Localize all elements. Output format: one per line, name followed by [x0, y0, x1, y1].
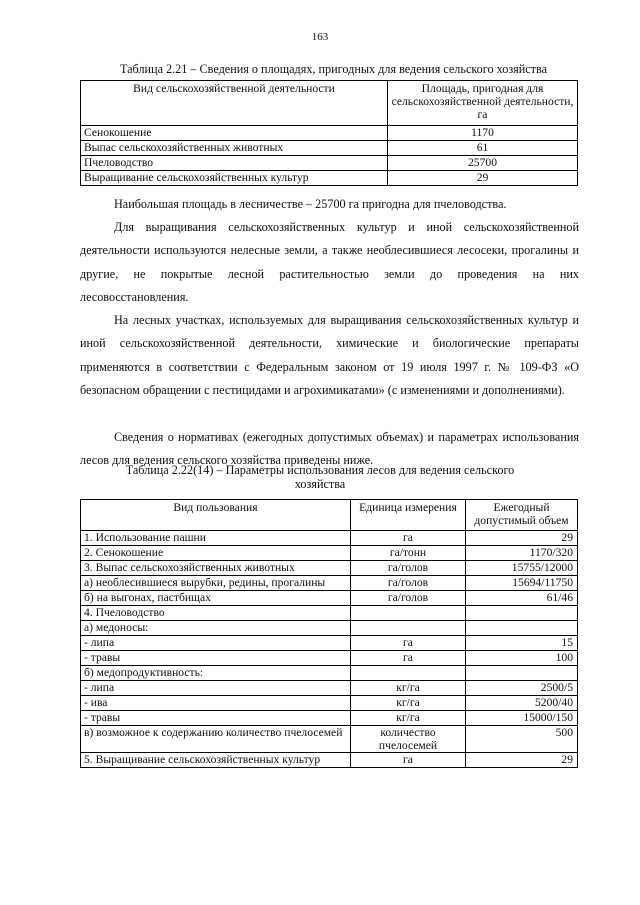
table2-use-cell: - ива	[81, 696, 351, 711]
table2-volume-cell: 15000/150	[466, 711, 578, 726]
table2-use-cell: 5. Выращивание сельскохозяйственных культур	[81, 753, 351, 768]
table-row	[81, 753, 578, 768]
table2-volume-cell	[466, 621, 578, 636]
table1-header-area: Площадь, пригодная для сельскохозяйственной деятельности, га	[388, 81, 578, 126]
table2-use-cell: а) необлесившиеся вырубки, редины, прогалины	[81, 576, 351, 591]
table-row	[81, 141, 578, 156]
table-row	[81, 171, 578, 186]
table-row	[81, 621, 578, 636]
table2-unit-cell: кг/га	[351, 696, 466, 711]
table-row	[81, 531, 578, 546]
table-row	[81, 591, 578, 606]
table-row	[81, 126, 578, 141]
table2-caption: Таблица 2.22(14) – Параметры использования лесов для ведения сельского хозяйства	[125, 463, 515, 491]
table2-unit-cell: га/голов	[351, 561, 466, 576]
table1-caption: Таблица 2.21 – Сведения о площадях, пригодных для ведения сельского хозяйства	[120, 62, 547, 76]
table2-unit-cell	[351, 606, 466, 621]
table2-unit-cell: кг/га	[351, 711, 466, 726]
table2-volume-cell: 15	[466, 636, 578, 651]
table2-volume-cell: 15755/12000	[466, 561, 578, 576]
table2-unit-cell: кг/га	[351, 681, 466, 696]
table2-unit-cell: га/голов	[351, 591, 466, 606]
table-row	[81, 546, 578, 561]
table2-header-unit: Единица измерения	[351, 500, 466, 531]
table2-unit-cell: га/голов	[351, 576, 466, 591]
table2-volume-cell: 5200/40	[466, 696, 578, 711]
paragraph-land-use: Для выращивания сельскохозяйственных культур и иной сельскохозяйственной деятельности используются нелесные земли, а также необлесившиеся лесосеки, прогалины и другие, не покрытые лесной растительностью земли до проведения на них лесовосстановления.	[80, 220, 579, 304]
table-row	[81, 651, 578, 666]
table2-volume-cell: 100	[466, 651, 578, 666]
table2-volume-cell: 15694/11750	[466, 576, 578, 591]
table1-activity-cell: Выпас сельскохозяйственных животных	[81, 141, 388, 156]
table2-volume-cell: 2500/5	[466, 681, 578, 696]
table-row	[81, 711, 578, 726]
table2-unit-cell: га/тонн	[351, 546, 466, 561]
table2-unit-cell: количество пчелосемей	[351, 726, 466, 753]
table2-use-cell: б) медопродуктивность:	[81, 666, 351, 681]
table1-header-activity: Вид сельскохозяйственной деятельности	[81, 81, 388, 126]
paragraph-norms-intro: Сведения о нормативах (ежегодных допустимых объемах) и параметрах использования лесов для ведения сельского хозяйства приведены ниже.	[80, 430, 579, 468]
table2-header-use: Вид пользования	[81, 500, 351, 531]
table-row	[81, 666, 578, 681]
table2-use-cell: б) на выгонах, пастбищах	[81, 591, 351, 606]
table1-header-row	[81, 81, 578, 126]
table2-volume-cell: 29	[466, 531, 578, 546]
table2-use-cell: 4. Пчеловодство	[81, 606, 351, 621]
table-row	[81, 576, 578, 591]
table2-volume-cell: 500	[466, 726, 578, 753]
table2-unit-cell: га	[351, 753, 466, 768]
table1-activity-cell: Выращивание сельскохозяйственных культур	[81, 171, 388, 186]
agricultural-areas-table	[80, 80, 578, 186]
table2-use-cell: - липа	[81, 636, 351, 651]
table2-unit-cell: га	[351, 531, 466, 546]
table2-unit-cell: га	[351, 636, 466, 651]
table2-use-cell: а) медоносы:	[81, 621, 351, 636]
table1-area-cell: 61	[388, 141, 578, 156]
table2-volume-cell: 29	[466, 753, 578, 768]
table2-header-row	[81, 500, 578, 531]
table2-volume-cell: 1170/320	[466, 546, 578, 561]
table-row	[81, 606, 578, 621]
table2-volume-cell	[466, 606, 578, 621]
page-number: 163	[311, 31, 329, 43]
table1-area-cell: 25700	[388, 156, 578, 171]
table-row	[81, 696, 578, 711]
table2-header-volume: Ежегодный допустимый объем	[466, 500, 578, 531]
table1-activity-cell: Сенокошение	[81, 126, 388, 141]
table-row	[81, 726, 578, 753]
table2-unit-cell	[351, 621, 466, 636]
forest-use-parameters-table	[80, 499, 578, 768]
table2-unit-cell: га	[351, 651, 466, 666]
table2-use-cell: 3. Выпас сельскохозяйственных животных	[81, 561, 351, 576]
table2-use-cell: - травы	[81, 711, 351, 726]
table-row	[81, 636, 578, 651]
table-row	[81, 156, 578, 171]
table2-use-cell: 2. Сенокошение	[81, 546, 351, 561]
paragraph-chemicals: На лесных участках, используемых для выращивания сельскохозяйственных культур и иной сельскохозяйственной деятельности, химические и биологические препараты применяются в соответствии с Федеральным законом от 19 июля 1997 г. № 109-ФЗ «О безопасном обращении с пестицидами и агрохимикатами» (с изменениями и дополнениями).	[80, 313, 579, 397]
table1-area-cell: 29	[388, 171, 578, 186]
paragraph-largest-area: Наибольшая площадь в лесничестве – 25700 га пригодна для пчеловодства.	[114, 197, 507, 211]
table2-use-cell: 1. Использование пашни	[81, 531, 351, 546]
table2-volume-cell: 61/46	[466, 591, 578, 606]
table-row	[81, 561, 578, 576]
table2-volume-cell	[466, 666, 578, 681]
table2-unit-cell	[351, 666, 466, 681]
table2-use-cell: - липа	[81, 681, 351, 696]
table2-use-cell: в) возможное к содержанию количество пчелосемей	[81, 726, 351, 753]
table-row	[81, 681, 578, 696]
table1-activity-cell: Пчеловодство	[81, 156, 388, 171]
table1-area-cell: 1170	[388, 126, 578, 141]
table2-use-cell: - травы	[81, 651, 351, 666]
